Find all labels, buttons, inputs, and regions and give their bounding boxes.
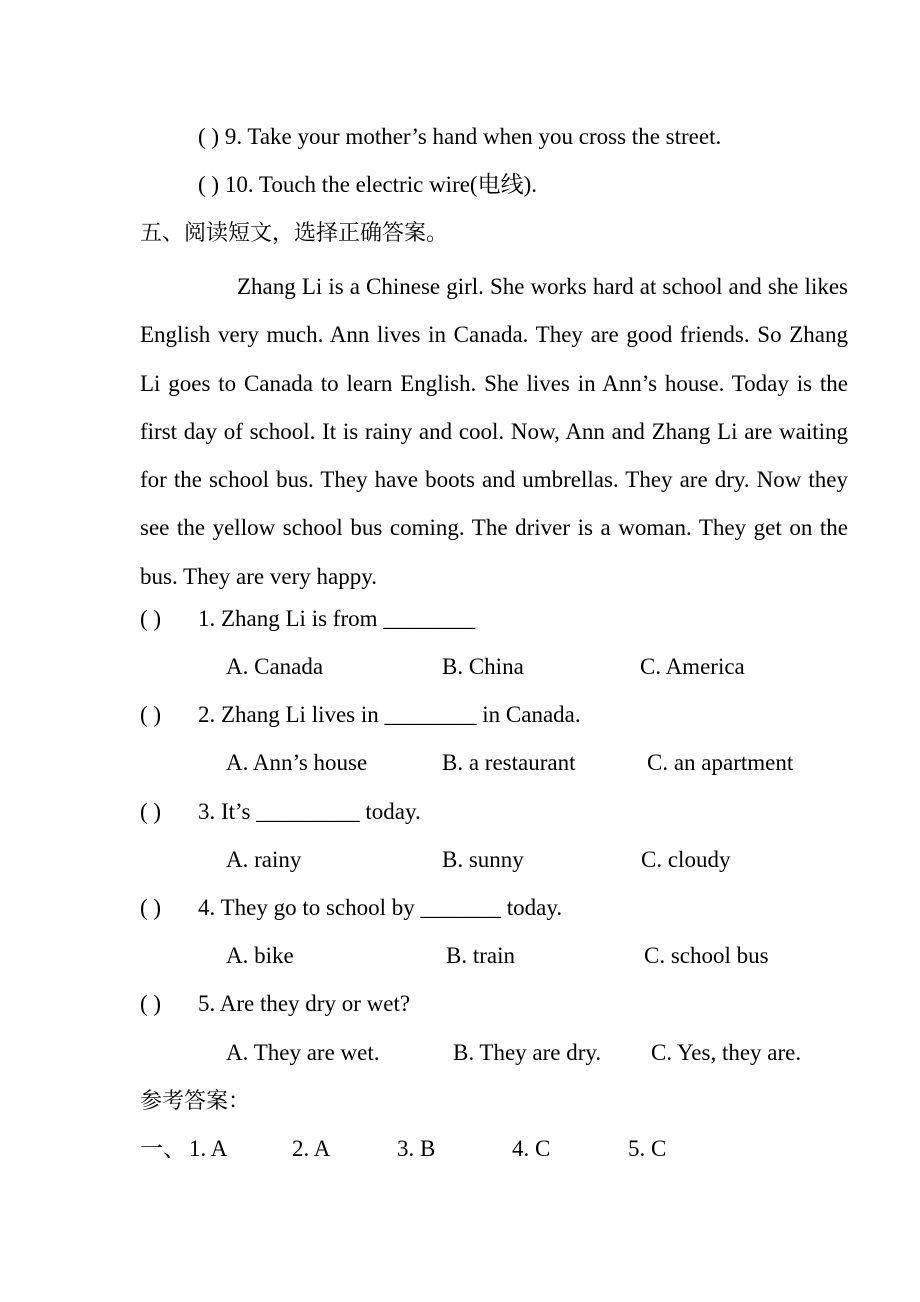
answer-blank-paren: ( ) [140, 991, 162, 1016]
answer-blank-paren: ( ) [140, 895, 162, 920]
q2-option-a: A. Ann’s house [226, 750, 368, 775]
q5-option-b: B. They are dry. [453, 1040, 602, 1065]
q1-option-b: B. China [442, 654, 524, 679]
question-text: 1. Zhang Li is from ________ [198, 606, 476, 631]
question-text: 3. It’s _________ today. [198, 799, 421, 824]
q2-option-c: C. an apartment [647, 750, 794, 775]
answer-3: 3. B [397, 1136, 436, 1161]
question-2 [140, 700, 581, 730]
passage-text: Zhang Li is a Chinese girl. She works hard at school and she likes English very much. Ann lives in Canada. They are good friends. So Zhang Li goes to Canada to learn English. She lives in Ann’s house. Today is the first day of school. It is rainy and cool. Now, Ann and Zhang Li are waiting for the school bus. They have boots and umbrellas. They are dry. Now they see the yellow school bus coming. The driver is a woman. They get on the bus. They are very happy. [140, 274, 848, 589]
answer-blank-paren: ( ) [140, 606, 162, 631]
q1-option-a: A. Canada [226, 654, 324, 679]
answer-4: 4. C [512, 1136, 551, 1161]
answer-5: 5. C [628, 1136, 667, 1161]
q3-option-a: A. rainy [226, 847, 302, 872]
question-text: 5. Are they dry or wet? [198, 991, 411, 1016]
q5-option-a: A. They are wet. [226, 1040, 380, 1065]
q3-option-c: C. cloudy [641, 847, 731, 872]
answers-heading: 参考答案： [140, 1088, 251, 1113]
q3-option-b: B. sunny [442, 847, 524, 872]
answer-2: 2. A [292, 1136, 331, 1161]
reading-passage [140, 263, 848, 601]
question-1 [140, 604, 475, 634]
answer-blank-paren: ( ) [140, 799, 162, 824]
question-text: 4. They go to school by _______ today. [198, 895, 563, 920]
answers-prefix: 一、 [140, 1136, 186, 1161]
q4-option-b: B. train [446, 943, 515, 968]
item-10: ( ) 10. Touch the electric wire(电线). [198, 172, 538, 197]
question-4 [140, 893, 562, 923]
item-9: ( ) 9. Take your mother’s hand when you cross the street. [198, 124, 722, 149]
question-text: 2. Zhang Li lives in ________ in Canada. [198, 702, 581, 727]
q5-option-c: C. Yes, they are. [651, 1040, 802, 1065]
q2-option-b: B. a restaurant [442, 750, 576, 775]
answer-1: 1. A [189, 1136, 228, 1161]
question-3 [140, 797, 421, 827]
answer-blank-paren: ( ) [140, 702, 162, 727]
q4-option-a: A. bike [226, 943, 294, 968]
q4-option-c: C. school bus [644, 943, 769, 968]
q1-option-c: C. America [640, 654, 745, 679]
question-5 [140, 989, 410, 1019]
section-5-heading: 五、阅读短文，选择正确答案。 [140, 220, 449, 245]
